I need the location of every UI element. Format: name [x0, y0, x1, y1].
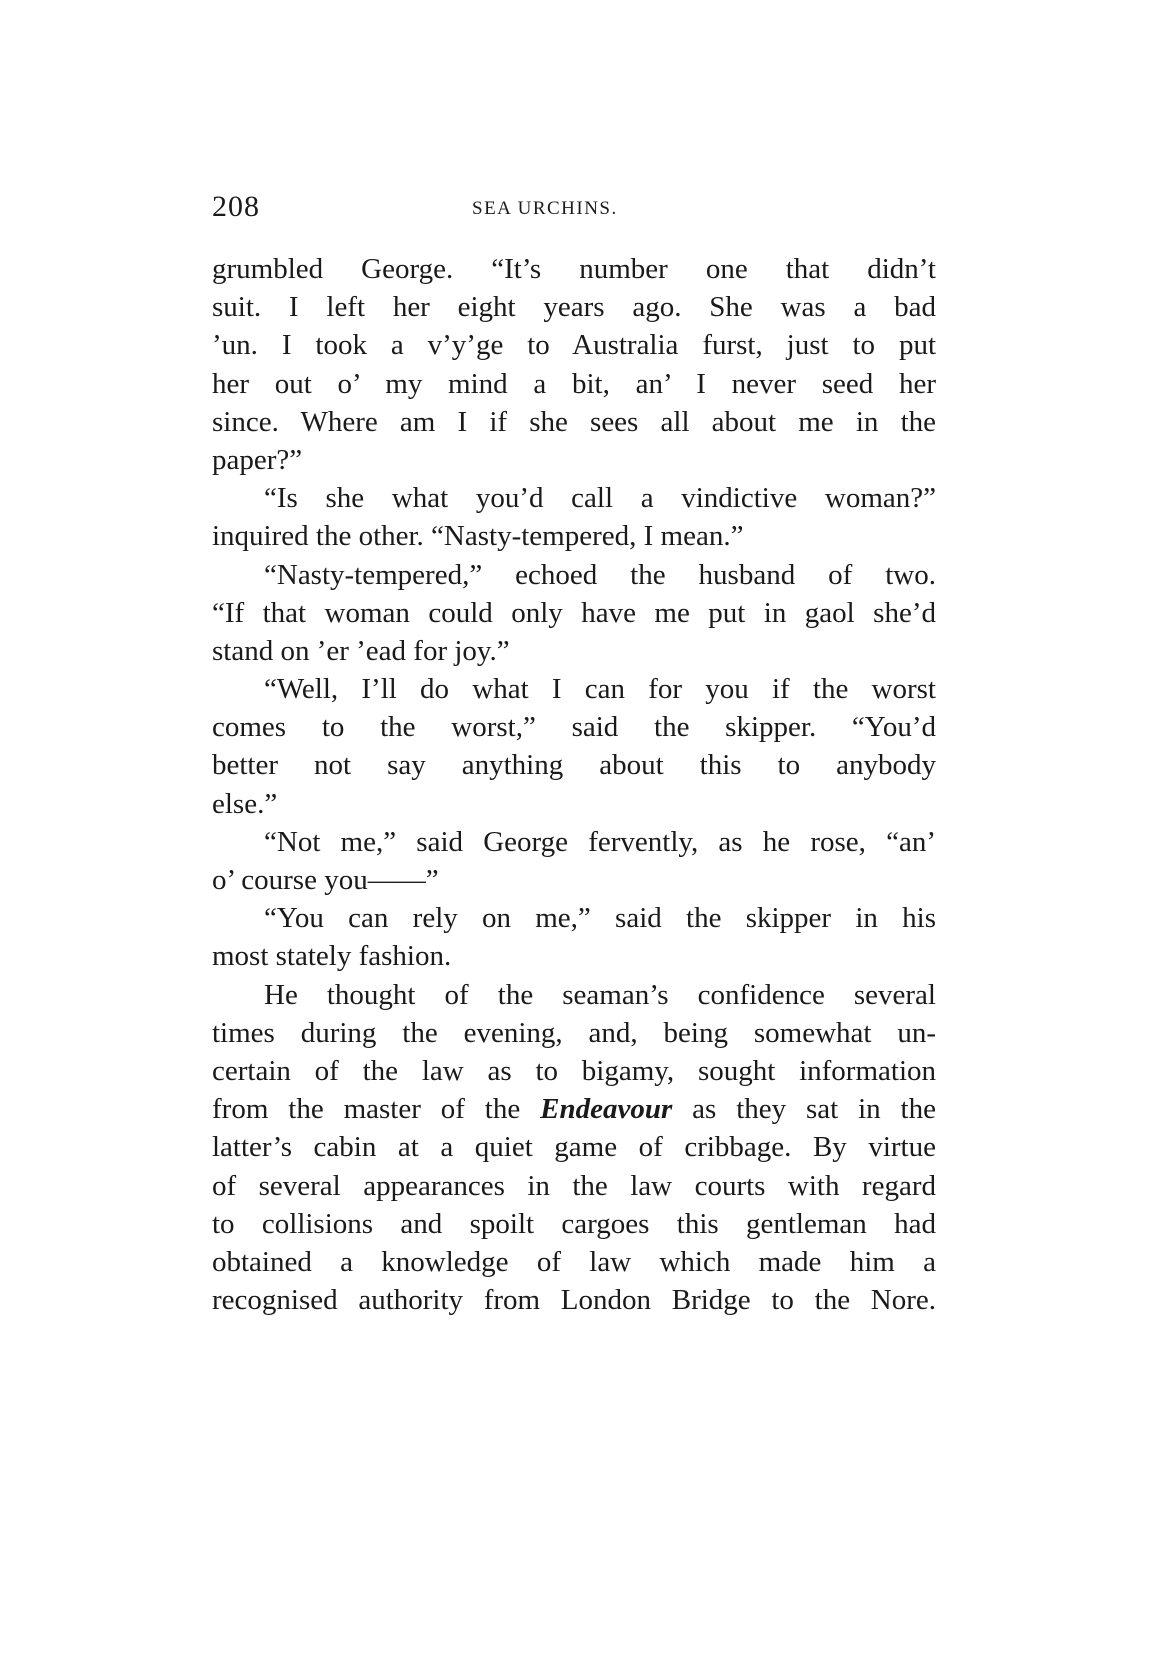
text-segment: from the master of the	[212, 1093, 541, 1126]
page-number: 208	[212, 190, 260, 223]
text-line: certain of the law as to bigamy, sought information	[212, 1054, 936, 1087]
text-line: to collisions and spoilt cargoes this gentleman had	[212, 1207, 936, 1240]
text-line: since. Where am I if she sees all about me in the	[212, 405, 936, 438]
text-line: “Is she what you’d call a vindictive woman?”	[264, 482, 936, 515]
text-line: recognised authority from London Bridge to the Nore.	[212, 1284, 936, 1317]
text-line: comes to the worst,” said the skipper. “You’d	[212, 711, 936, 744]
text-line: “Nasty-tempered,” echoed the husband of two.	[264, 558, 936, 591]
text-line: paper?”	[212, 443, 303, 476]
text-line: ’un. I took a v’y’ge to Australia furst, just to put	[212, 329, 936, 362]
text-line: “If that woman could only have me put in gaol she’d	[212, 596, 936, 629]
text-line: inquired the other. “Nasty-tempered, I mean.”	[212, 520, 744, 553]
text-line: “Not me,” said George fervently, as he rose, “an’	[264, 825, 936, 858]
text-line: of several appearances in the law courts with regard	[212, 1169, 936, 1202]
text-line: else.”	[212, 787, 278, 820]
page-header	[212, 190, 936, 230]
body-text	[212, 250, 936, 1319]
text-line: stand on ’er ’ead for joy.”	[212, 634, 510, 667]
text-line: times during the evening, and, being somewhat un-	[212, 1016, 936, 1049]
running-head: SEA URCHINS.	[472, 198, 618, 219]
text-line: better not say anything about this to anybody	[212, 749, 936, 782]
ship-name: Endeavour	[540, 1093, 673, 1126]
text-line-with-ship-name	[212, 1090, 936, 1128]
text-line: “Well, I’ll do what I can for you if the worst	[264, 673, 936, 706]
text-line: He thought of the seaman’s confidence several	[264, 978, 936, 1011]
text-line: most stately fashion.	[212, 940, 452, 973]
text-line: grumbled George. “It’s number one that didn’t	[212, 253, 936, 285]
text-line: “You can rely on me,” said the skipper in his	[264, 902, 936, 935]
text-segment: as they sat in the	[672, 1093, 936, 1126]
text-line: her out o’ my mind a bit, an’ I never seed her	[212, 367, 936, 400]
text-line: suit. I left her eight years ago. She was a bad	[212, 291, 936, 324]
text-line: obtained a knowledge of law which made him a	[212, 1245, 936, 1278]
text-line: latter’s cabin at a quiet game of cribbage. By virtue	[212, 1131, 936, 1164]
text-line: o’ course you——”	[212, 864, 439, 896]
